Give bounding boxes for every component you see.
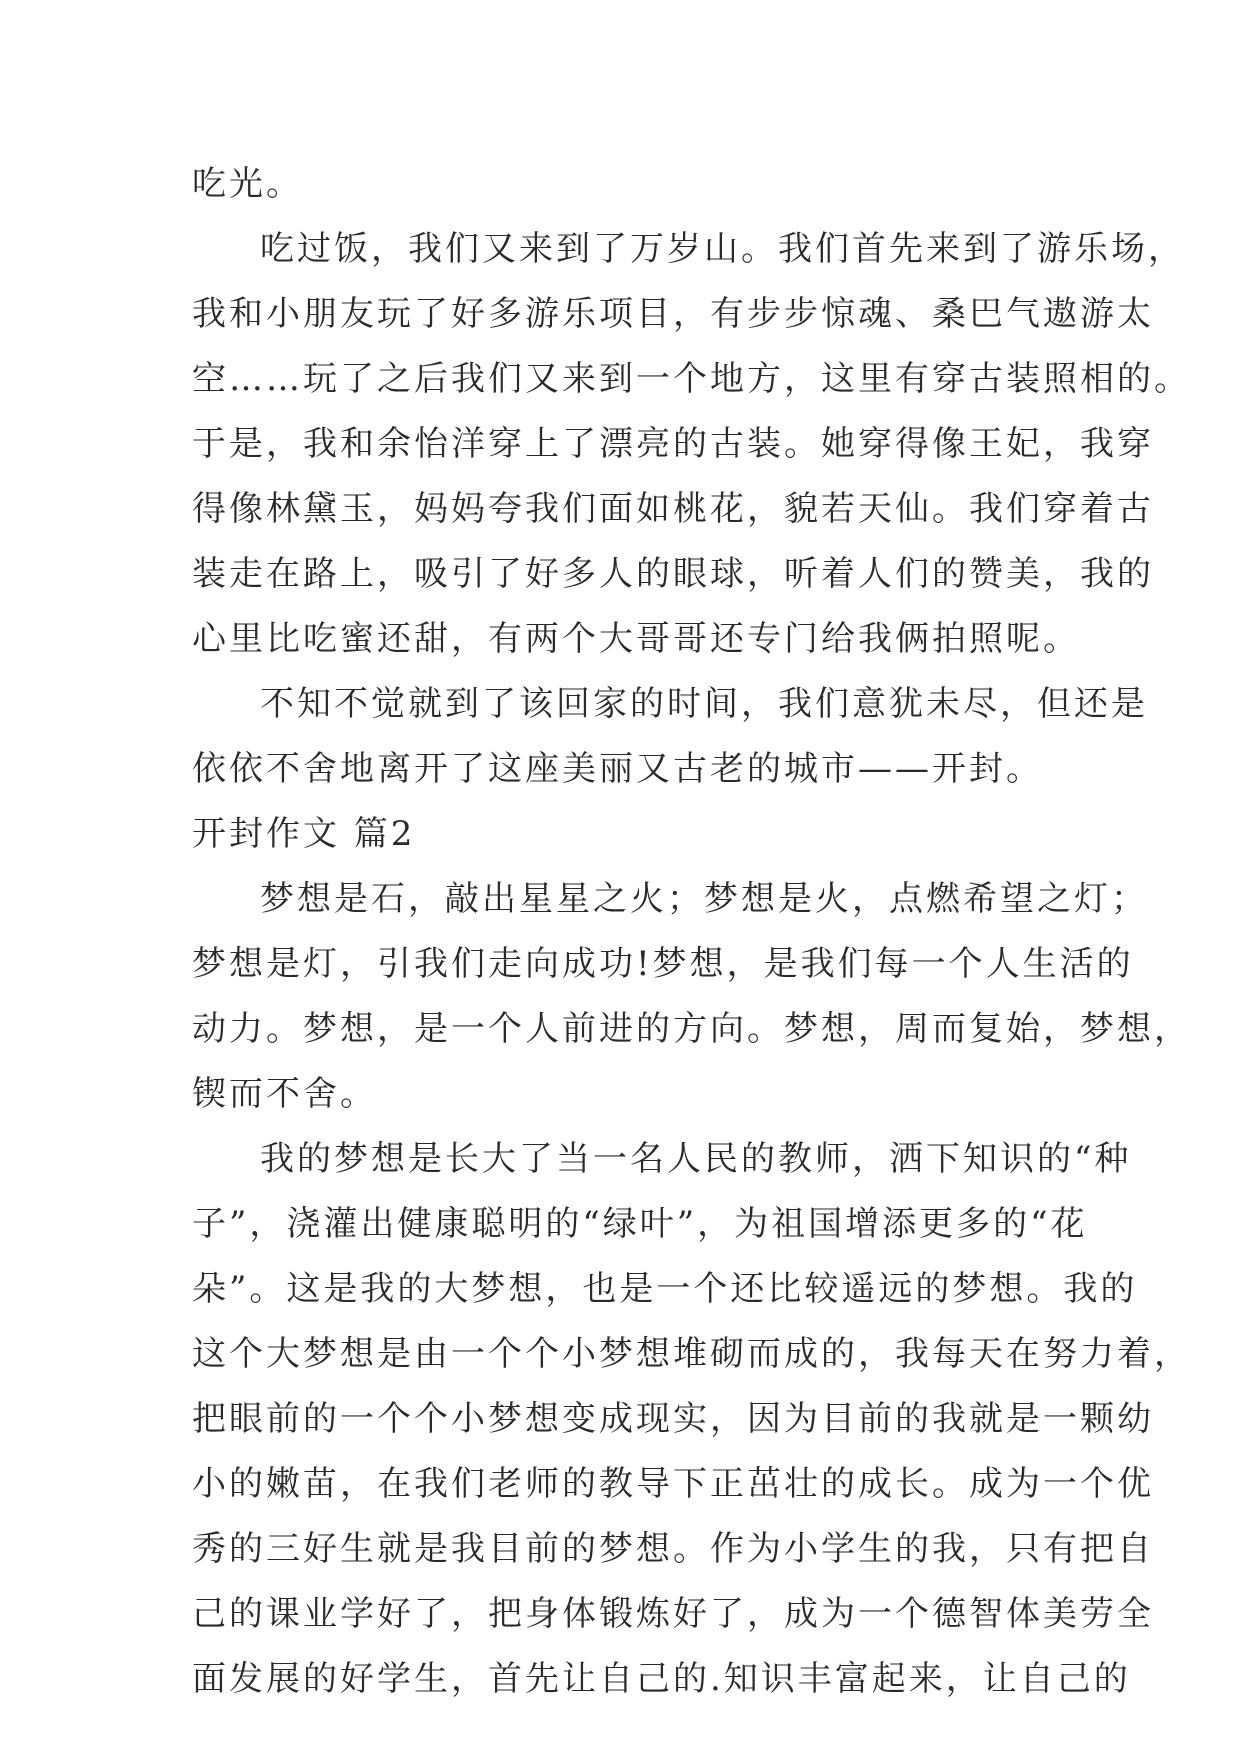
text-line: 子”，浇灌出健康聪明的“绿叶”，为祖国增添更多的“花 xyxy=(192,1204,1088,1244)
paragraph-first-line: 不知不觉就到了该回家的时间，我们意犹未尽，但还是 xyxy=(260,684,1148,724)
text-line: 得像林黛玉，妈妈夸我们面如桃花，貌若天仙。我们穿着古 xyxy=(192,489,1154,529)
text-line: 动力。梦想，是一个人前进的方向。梦想，周而复始，梦想， xyxy=(192,1009,1191,1049)
text-line: 心里比吃蜜还甜，有两个大哥哥还专门给我俩拍照呢。 xyxy=(192,619,1080,659)
text-line: 吃光。 xyxy=(192,164,303,204)
text-line: 于是，我和余怡洋穿上了漂亮的古装。她穿得像王妃，我穿 xyxy=(192,424,1154,464)
text-line: 面发展的好学生，首先让自己的.知识丰富起来，让自己的 xyxy=(192,1659,1131,1699)
text-line: 我和小朋友玩了好多游乐项目，有步步惊魂、桑巴气遨游太 xyxy=(192,294,1154,334)
text-line: 小的嫩苗，在我们老师的教导下正茁壮的成长。成为一个优 xyxy=(192,1464,1154,1504)
paragraph-first-line: 梦想是石，敲出星星之火；梦想是火，点燃希望之灯； xyxy=(260,879,1148,919)
paragraph-first-line: 吃过饭，我们又来到了万岁山。我们首先来到了游乐场， xyxy=(260,229,1185,269)
text-line: 朵”。这是我的大梦想，也是一个还比较遥远的梦想。我的 xyxy=(192,1269,1138,1309)
text-line: 秀的三好生就是我目前的梦想。作为小学生的我，只有把自 xyxy=(192,1529,1154,1569)
section-heading: 开封作文 篇2 xyxy=(192,814,416,854)
text-line: 己的课业学好了，把身体锻炼好了，成为一个德智体美劳全 xyxy=(192,1594,1154,1634)
text-line: 锲而不舍。 xyxy=(192,1074,377,1114)
paragraph-first-line: 我的梦想是长大了当一名人民的教师，洒下知识的“种 xyxy=(260,1139,1132,1179)
text-line: 空……玩了之后我们又来到一个地方，这里有穿古装照相的。 xyxy=(192,359,1191,399)
text-line: 把眼前的一个个小梦想变成现实，因为目前的我就是一颗幼 xyxy=(192,1399,1154,1439)
text-line: 这个大梦想是由一个个小梦想堆砌而成的，我每天在努力着， xyxy=(192,1334,1191,1374)
document-body xyxy=(192,152,1191,1712)
text-line: 依依不舍地离开了这座美丽又古老的城市——开封。 xyxy=(192,749,1043,789)
text-line: 梦想是灯，引我们走向成功!梦想，是我们每一个人生活的 xyxy=(192,944,1134,984)
text-line: 装走在路上，吸引了好多人的眼球，听着人们的赞美，我的 xyxy=(192,554,1154,594)
